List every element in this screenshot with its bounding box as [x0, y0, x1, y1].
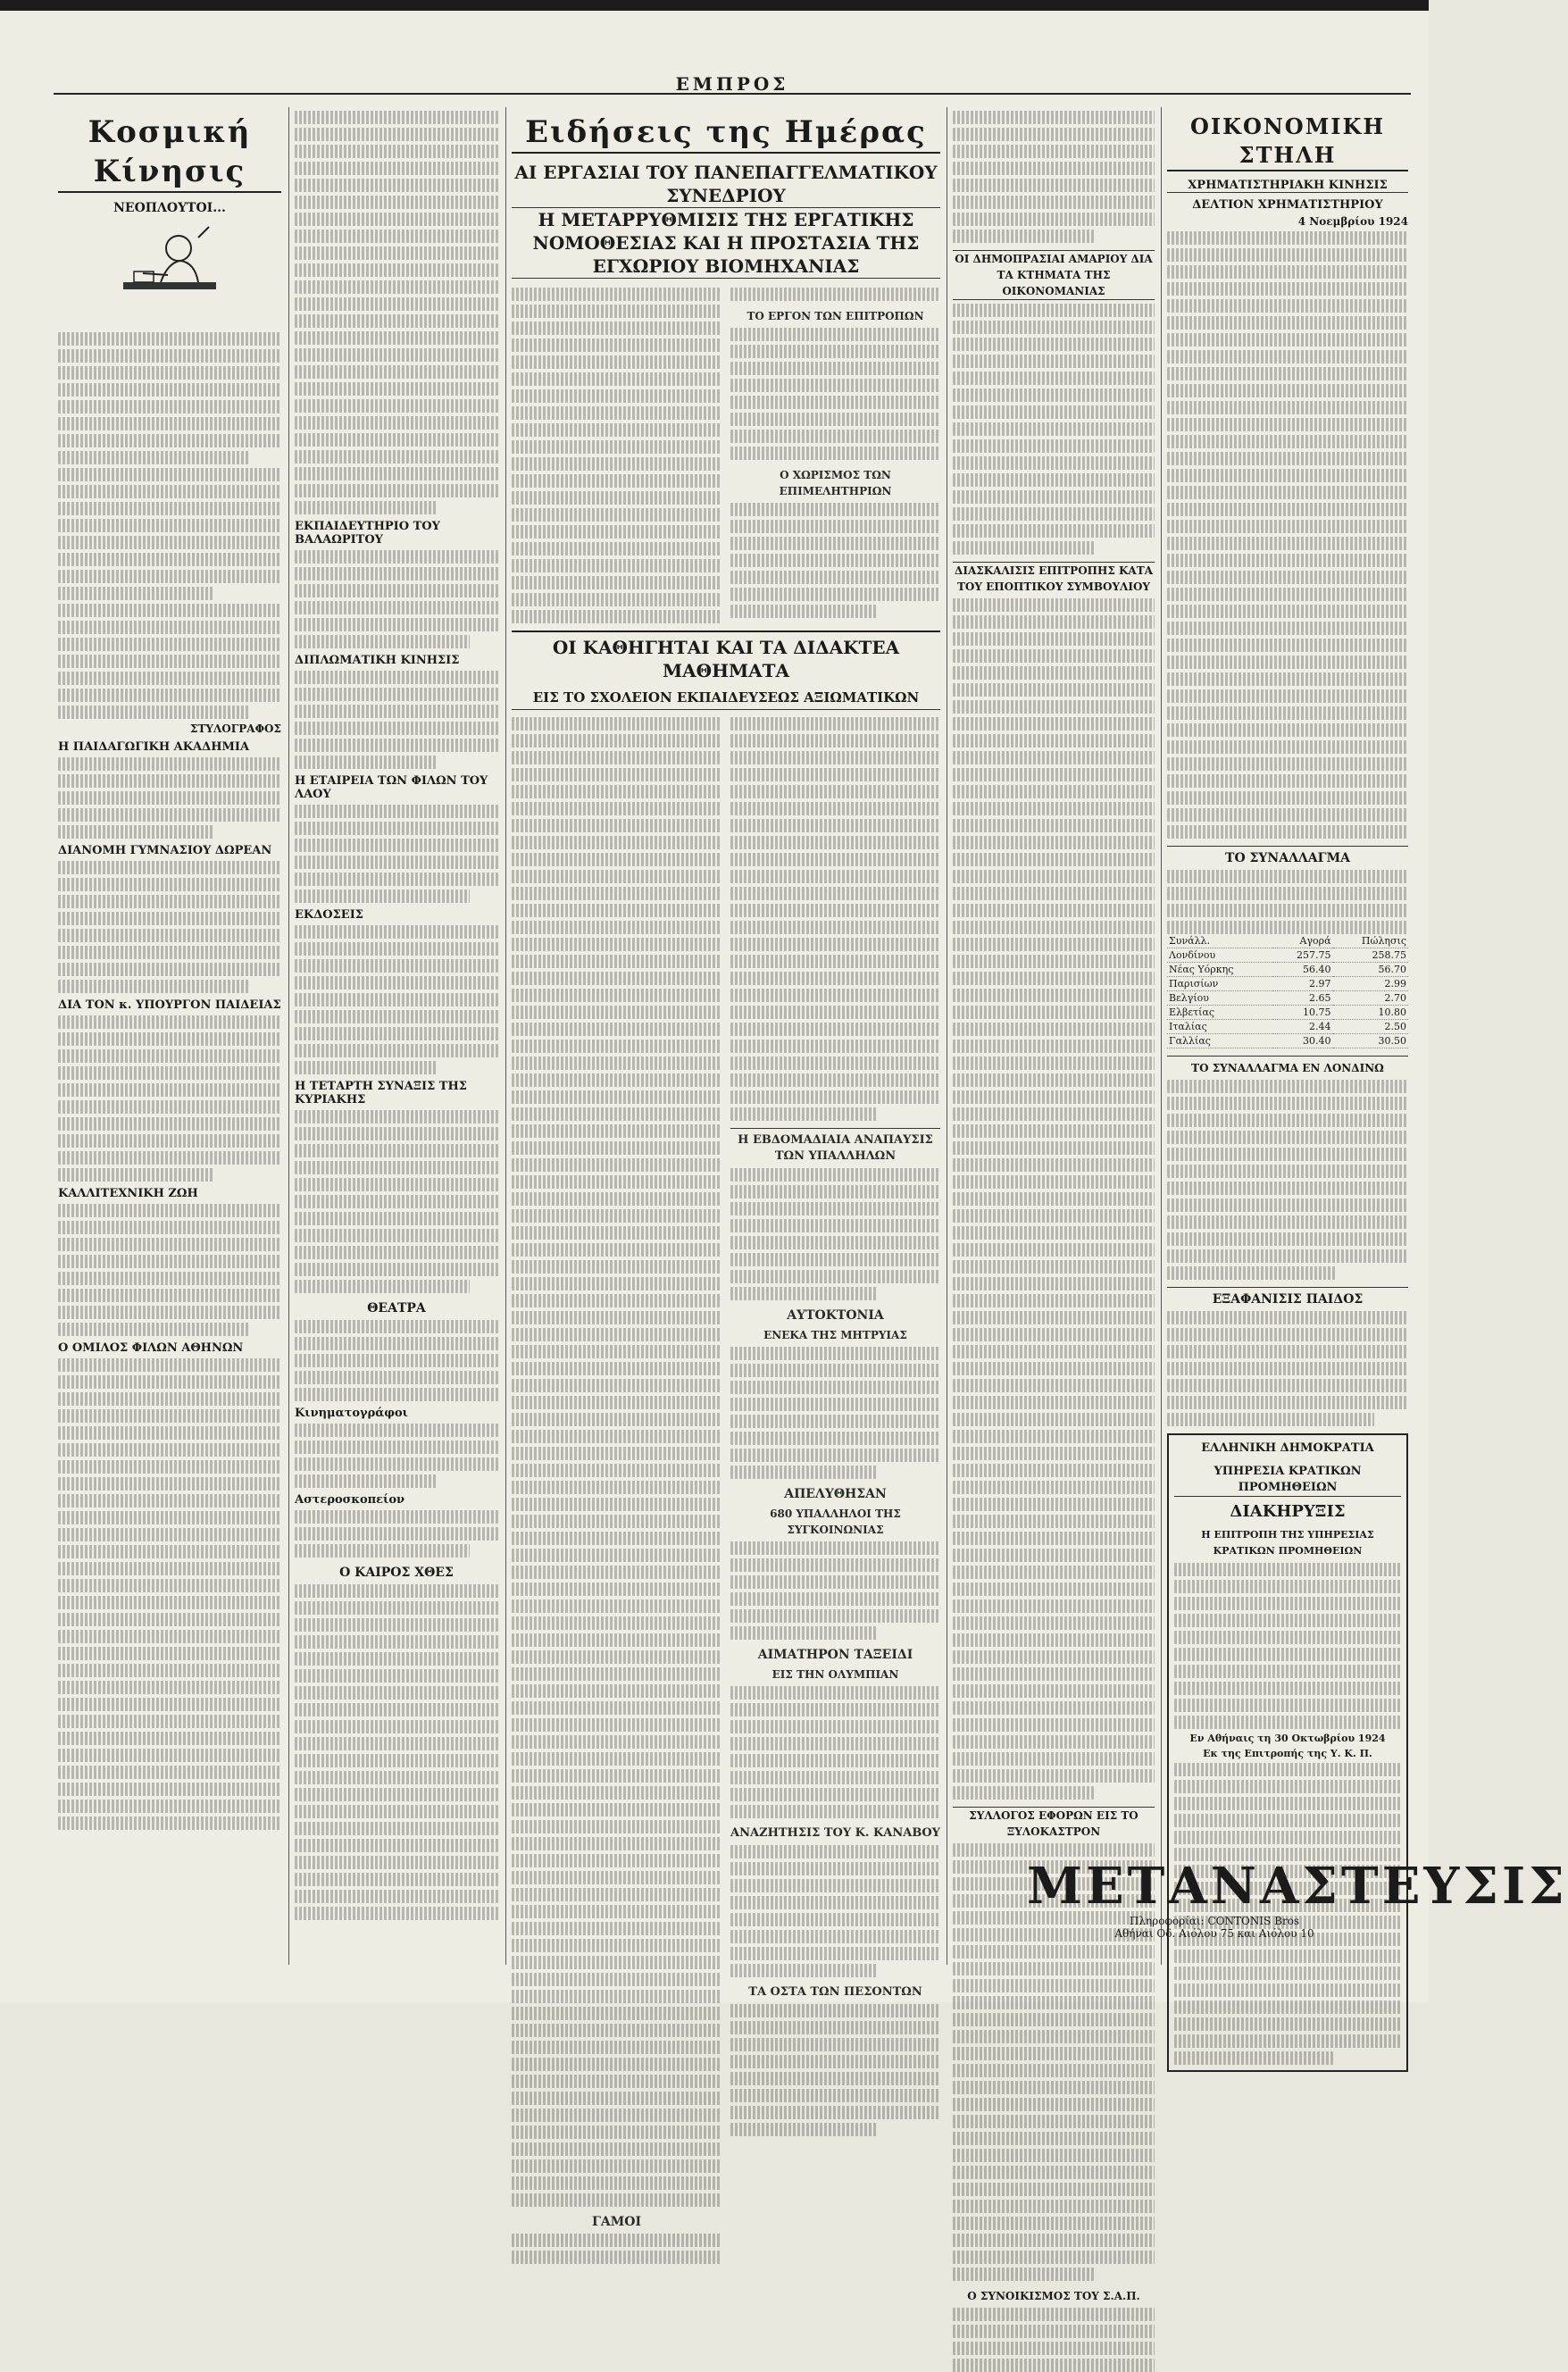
society-article-text — [58, 332, 281, 719]
section-heading: Ο ΟΜΙΛΟΣ ΦΙΛΩΝ ΑΘΗΝΩΝ — [58, 1341, 244, 1355]
athens-date: Εν Αθήναις τη 30 Οκτωβρίου 1924 — [1189, 1733, 1386, 1744]
bones-heading: ΤΑ ΟΣΤΑ ΤΩΝ ΠΕΣΟΝΤΩΝ — [748, 1985, 922, 1999]
headline-congress: ΑΙ ΕΡΓΑΣΙΑΙ ΤΟΥ ΠΑΝΕΠΑΓΓΕΛΜΑΤΙΚΟΥ ΣΥΝΕΔΡΙΟΥ — [512, 161, 940, 208]
column-rule — [1161, 107, 1162, 1965]
suicide-subheading: ΕΝΕΚΑ ΤΗΣ ΜΗΤΡΥΙΑΣ — [763, 1329, 907, 1341]
newspaper-name: ΕΜΠΡΟΣ — [675, 73, 789, 95]
bulletin-date: 4 Νοεμβρίου 1924 — [1297, 215, 1408, 228]
table-row: Νέας Υόρκης 56.40 56.70 — [1169, 964, 1406, 975]
table-row: Ιταλίας 2.44 2.50 — [1169, 1021, 1406, 1032]
center-column — [512, 107, 940, 2229]
subheading-chambers: Ο ΧΩΡΙΣΜΟΣ ΤΩΝ ΕΠΙΜΕΛΗΤΗΡΙΩΝ — [779, 469, 892, 497]
emigration-advertisement — [1027, 1857, 1568, 1940]
column-rule — [505, 107, 506, 1965]
weekly-rest-heading: Η ΕΒΔΟΜΑΔΙΑΙΑ ΑΝΑΠΑΥΣΙΣ ΤΩΝ ΥΠΑΛΛΗΛΩΝ — [730, 1128, 940, 1165]
section-heading: ΕΚΔΟΣΕΙΣ — [295, 908, 363, 922]
nouveau-riche-subtitle: ΝΕΟΠΛΟΥΤΟΙ... — [113, 201, 226, 215]
headline-labor-reform: Η ΜΕΤΑΡΡΥΘΜΙΣΙΣ ΤΗΣ ΕΡΓΑΤΙΚΗΣ ΝΟΜΟΘΕΣΙΑΣ ΚΑΙ Η ΠΡΟΣΤΑΣΙΑ ΤΗΣ ΕΓΧΩΡΙΟΥ ΒΙΟΜΗΧΑΝΙΑΣ — [512, 208, 940, 279]
headline-teachers: ΟΙ ΚΑΘΗΓΗΤΑΙ ΚΑΙ ΤΑ ΔΙΔΑΚΤΕΑ ΜΑΘΗΜΑΤΑ — [512, 631, 940, 682]
procurement-notice — [1167, 1433, 1408, 2072]
london-exchange-heading: ΤΟ ΣΥΝΑΛΛΑΓΜΑ ΕΝ ΛΟΝΔΙΝΩ — [1167, 1056, 1408, 1076]
service-heading: ΥΠΗΡΕΣΙΑ ΚΡΑΤΙΚΩΝ ΠΡΟΜΗΘΕΙΩΝ — [1174, 1464, 1401, 1497]
dismissed-heading: ΑΠΕΛΥΘΗΣΑΝ — [784, 1487, 887, 1501]
section-heading: ΔΙΑΣΚΑΛΙΣΙΣ ΕΠΙΤΡΟΠΗΣ ΚΑΤΑ ΤΟΥ ΕΠΟΠΤΙΚΟΥ ΣΥΜΒΟΥΛΙΟΥ — [953, 562, 1155, 595]
weather-heading: Ο ΚΑΙΡΟΣ ΧΘΕΣ — [339, 1566, 454, 1580]
committee-signature: Εκ της Επιτροπής της Υ. Κ. Π. — [1203, 1748, 1372, 1759]
dismissed-subheading: 680 ΥΠΑΛΛΗΛΟΙ ΤΗΣ ΣΥΓΚΟΙΝΩΝΙΑΣ — [770, 1508, 901, 1536]
bloody-trip-heading: ΑΙΜΑΤΗΡΟΝ ΤΑΞΕΙΔΙ — [757, 1648, 913, 1662]
masthead — [54, 73, 1411, 95]
right-column — [1167, 107, 1408, 1849]
exchange-table — [1167, 934, 1408, 1048]
emigration-info: Πληροφορίαι: CONTONIS Bros — [1129, 1915, 1300, 1927]
section-heading: ΔΙΠΛΩΜΑΤΙΚΗ ΚΙΝΗΣΙΣ — [295, 654, 460, 667]
column-rule — [288, 107, 289, 1965]
headline-officers-school: ΕΙΣ ΤΟ ΣΧΟΛΕΙΟΝ ΕΚΠΑΙΔΕΥΣΕΩΣ ΑΞΙΩΜΑΤΙΚΩΝ — [512, 689, 940, 710]
marriages-heading: ΓΑΜΟΙ — [591, 2215, 642, 2229]
section-heading: Η ΠΑΙΔΑΓΩΓΙΚΗ ΑΚΑΔΗΜΙΑ — [58, 740, 250, 754]
suicide-heading: ΑΥΤΟΚΤΟΝΙΑ — [787, 1308, 884, 1323]
news-of-day-title: Ειδήσεις της Ημέρας — [512, 113, 940, 154]
section-heading: ΔΙΑ ΤΟΝ κ. ΥΠΟΥΡΓΟΝ ΠΑΙΔΕΙΑΣ — [58, 998, 281, 1012]
section-heading: Ο ΣΥΝΟΙΚΙΣΜΟΣ ΤΟΥ Σ.Α.Π. — [967, 2290, 1140, 2302]
emigration-address: Αθήναι Οδ. Αιόλου 75 και Αιόλου 10 — [1114, 1927, 1314, 1940]
economic-column-title: ΟΙΚΟΝΟΜΙΚΗ ΣΤΗΛΗ — [1167, 113, 1408, 171]
proclamation-heading: ΔΙΑΚΗΡΥΞΙΣ — [1230, 1502, 1346, 1521]
fourth-column — [953, 107, 1155, 2302]
theatres-heading: ΘΕΑΤΡΑ — [367, 1301, 426, 1315]
second-column — [295, 107, 498, 1965]
table-row: Γαλλίας 30.40 30.50 — [1169, 1035, 1406, 1047]
section-heading: Η ΕΤΑΙΡΕΙΑ ΤΩΝ ΦΙΛΩΝ ΤΟΥ ΛΑΟΥ — [295, 774, 488, 801]
disappearance-heading: ΕΞΑΦΑΝΙΣΙΣ ΠΑΙΔΟΣ — [1167, 1287, 1408, 1307]
section-heading: Αστεροσκοπείον — [295, 1493, 405, 1507]
emigration-title: ΜΕΤΑΝΑΣΤΕΥΣΙΣ — [1027, 1857, 1568, 1916]
bloody-trip-subheading: ΕΙΣ ΤΗΝ ΟΛΥΜΠΙΑΝ — [771, 1668, 899, 1681]
section-heading: ΚΑΛΛΙΤΕΧΝΙΚΗ ΖΩΗ — [58, 1187, 198, 1200]
table-row: Παρισίων 2.97 2.99 — [1169, 978, 1406, 990]
scan-top-border — [0, 0, 1429, 11]
section-heading: Η ΤΕΤΑΡΤΗ ΣΥΝΑΞΙΣ ΤΗΣ ΚΥΡΙΑΚΗΣ — [295, 1080, 467, 1107]
table-row: Ελβετίας 10.75 10.80 — [1169, 1006, 1406, 1018]
committee-heading: Η ΕΠΙΤΡΟΠΗ ΤΗΣ ΥΠΗΡΕΣΙΑΣ ΚΡΑΤΙΚΩΝ ΠΡΟΜΗΘΕΙΩΝ — [1201, 1529, 1374, 1557]
writer-illustration-icon — [116, 220, 223, 327]
table-row: Βελγίου 2.65 2.70 — [1169, 992, 1406, 1004]
search-heading: ΑΝΑΖΗΤΗΣΙΣ ΤΟΥ Κ. ΚΑΝΑΒΟΥ — [730, 1826, 940, 1840]
section-heading: ΔΙΑΝΟΜΗ ΓΥΜΝΑΣΙΟΥ ΔΩΡΕΑΝ — [58, 844, 272, 857]
exchange-bulletin-heading: ΔΕΛΤΙΟΝ ΧΡΗΜΑΤΙΣΤΗΡΙΟΥ — [1192, 198, 1383, 212]
subheading-committees: ΤΟ ΕΡΓΟΝ ΤΩΝ ΕΠΙΤΡΟΠΩΝ — [746, 310, 924, 322]
table-row: Λονδίνου 257.75 258.75 — [1169, 949, 1406, 961]
left-column — [58, 107, 281, 1965]
republic-heading: ΕΛΛΗΝΙΚΗ ΔΗΜΟΚΡΑΤΙΑ — [1201, 1441, 1374, 1455]
section-heading: ΣΥΛΛΟΓΟΣ ΕΦΟΡΩΝ ΕΙΣ ΤΟ ΞΥΛΟΚΑΣΤΡΟΝ — [953, 1807, 1155, 1840]
society-title: Κοσμική Κίνησις — [58, 113, 281, 193]
section-heading: ΕΚΠΑΙΔΕΥΤΗΡΙΟ ΤΟΥ ΒΑΛΑΩΡΙΤΟΥ — [295, 520, 440, 547]
table-header: Συνάλλ. Αγορά Πώλησις — [1169, 935, 1406, 947]
section-heading: ΟΙ ΔΗΜΟΠΡΑΣΙΑΙ ΑΜΑΡΙΟΥ ΔΙΑ ΤΑ ΚΤΗΜΑΤΑ ΤΗΣ ΟΙΚΟΝΟΜΑΝΙΑΣ — [953, 250, 1155, 300]
section-heading: Κινηματογράφοι — [295, 1407, 408, 1420]
exchange-heading: ΤΟ ΣΥΝΑΛΛΑΓΜΑ — [1167, 846, 1408, 866]
exchange-movement-heading: ΧΡΗΜΑΤΙΣΤΗΡΙΑΚΗ ΚΙΝΗΣΙΣ — [1167, 179, 1408, 193]
signature: ΣΤΥΛΟΓΡΑΦΟΣ — [190, 722, 281, 735]
